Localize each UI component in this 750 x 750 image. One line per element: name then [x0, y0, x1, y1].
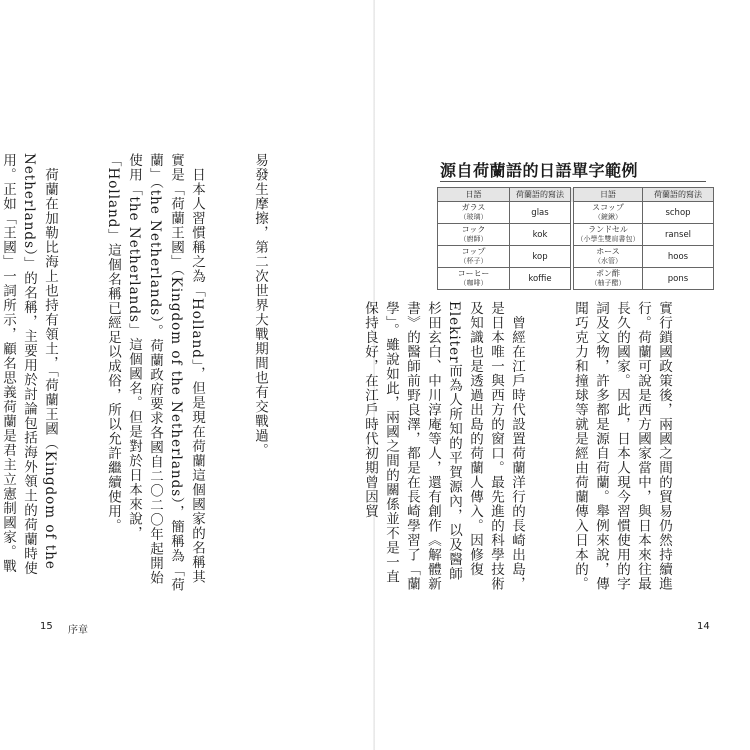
japanese-cell	[574, 246, 643, 268]
table-row	[438, 224, 714, 246]
vocab-table-header-row	[438, 188, 714, 202]
dutch-cell	[643, 202, 714, 224]
word-meaning: （廚師）	[459, 235, 488, 243]
japanese-word: ランドセル	[588, 225, 628, 234]
word-meaning: （咖啡）	[459, 279, 488, 287]
japanese-word: ホース	[596, 247, 620, 256]
title-underline	[440, 181, 706, 182]
dutch-word: schop	[665, 207, 691, 218]
japanese-cell	[438, 246, 510, 268]
page-number-right: 14	[697, 621, 710, 632]
left-paragraph: 易發生摩擦，第二次世界大戰期間也有交戰過。	[252, 153, 268, 458]
left-page-body	[0, 153, 312, 593]
left-paragraph: 荷蘭在加勒比海上也持有領土，「荷蘭王國（Kingdom of the Netherlands）」的名稱，主要用於討論包括海外領土的荷蘭時使用。正如「王國」一詞所示，顧名思義荷蘭是君主立憲制國家。戰	[0, 153, 58, 576]
table-row	[438, 268, 714, 290]
word-meaning: （鏟鍬）	[594, 213, 622, 221]
dutch-cell	[643, 268, 714, 290]
vocab-table	[437, 187, 714, 290]
dutch-word: hoos	[667, 251, 689, 262]
japanese-cell	[438, 224, 510, 246]
dutch-word: kop	[532, 251, 548, 262]
dutch-cell	[643, 224, 714, 246]
header-japanese: 日語	[574, 188, 643, 202]
word-meaning: （小學生雙肩書包）	[576, 235, 640, 243]
japanese-word: コーヒー	[457, 269, 490, 278]
japanese-cell	[574, 224, 643, 246]
japanese-cell	[574, 202, 643, 224]
dutch-word: kok	[532, 229, 548, 240]
dutch-cell	[510, 202, 571, 224]
dutch-cell	[510, 224, 571, 246]
japanese-word: ガラス	[461, 203, 486, 212]
right-paragraph: 實行鎖國政策後，兩國之間的貿易仍然持續進行。荷蘭可說是西方國家當中，與日本來往最長久的國家。因此，日本人現今習慣使用的字詞及文物，許多都是源自荷蘭。舉例來說，傳聞巧克力和撞球等就是經由荷蘭傳入日本的。	[572, 301, 672, 591]
left-paragraph: 日本人習慣稱之為「Holland」，但是現在荷蘭這個國家的名稱其實是「荷蘭王國」（Kingdom of the Netherlands），簡稱為「荷蘭」（the Netherlands）。荷蘭政府要求各國自二〇二〇年起開始使用「the Netherlands」這個國名。但是對於日本來說，「Holland」這個名稱已經足以成俗，所以允許繼續使用。	[105, 153, 205, 592]
word-meaning: （玻璃）	[459, 213, 488, 221]
japanese-word: コップ	[461, 247, 486, 256]
word-meaning: （杯子）	[459, 257, 488, 265]
header-japanese: 日語	[438, 188, 510, 202]
dutch-cell	[510, 246, 571, 268]
japanese-cell	[438, 202, 510, 224]
dutch-word: koffie	[528, 273, 552, 284]
chapter-label: 序章	[68, 625, 88, 636]
page-number-left: 15	[40, 621, 53, 632]
dutch-word: pons	[667, 273, 689, 284]
table-row	[438, 246, 714, 268]
japanese-cell	[438, 268, 510, 290]
word-meaning: （柚子醋）	[590, 279, 626, 287]
dutch-cell	[510, 268, 571, 290]
word-meaning: （水管）	[594, 257, 622, 265]
vocab-table-title: 源自荷蘭語的日語單字範例	[440, 161, 639, 180]
japanese-word: スコップ	[592, 203, 624, 212]
header-dutch: 荷蘭語的寫法	[643, 188, 714, 202]
dutch-word: ransel	[664, 229, 692, 240]
table-row	[438, 202, 714, 224]
dutch-cell	[643, 246, 714, 268]
header-dutch: 荷蘭語的寫法	[510, 188, 571, 202]
right-paragraph: 曾經在江戶時代設置荷蘭洋行的長崎出島，是日本唯一與西方的窗口。最先進的科學技術及知識也是透過出島的荷蘭人傳入。因修復Elekiter而為人所知的平賀源內，以及醫師杉田玄白、中川淳庵等人，還有創作《解體新書》的醫師前野良澤，都是在長崎學習了「蘭學」。雖說如此，兩國之間的關係並不是一直保持良好，在江戶時代初期曾因貿	[362, 301, 525, 591]
japanese-word: ポン酢	[596, 269, 620, 278]
right-page-body	[362, 301, 716, 591]
dutch-word: glas	[531, 207, 549, 218]
japanese-word: コック	[461, 225, 486, 234]
japanese-cell	[574, 268, 643, 290]
